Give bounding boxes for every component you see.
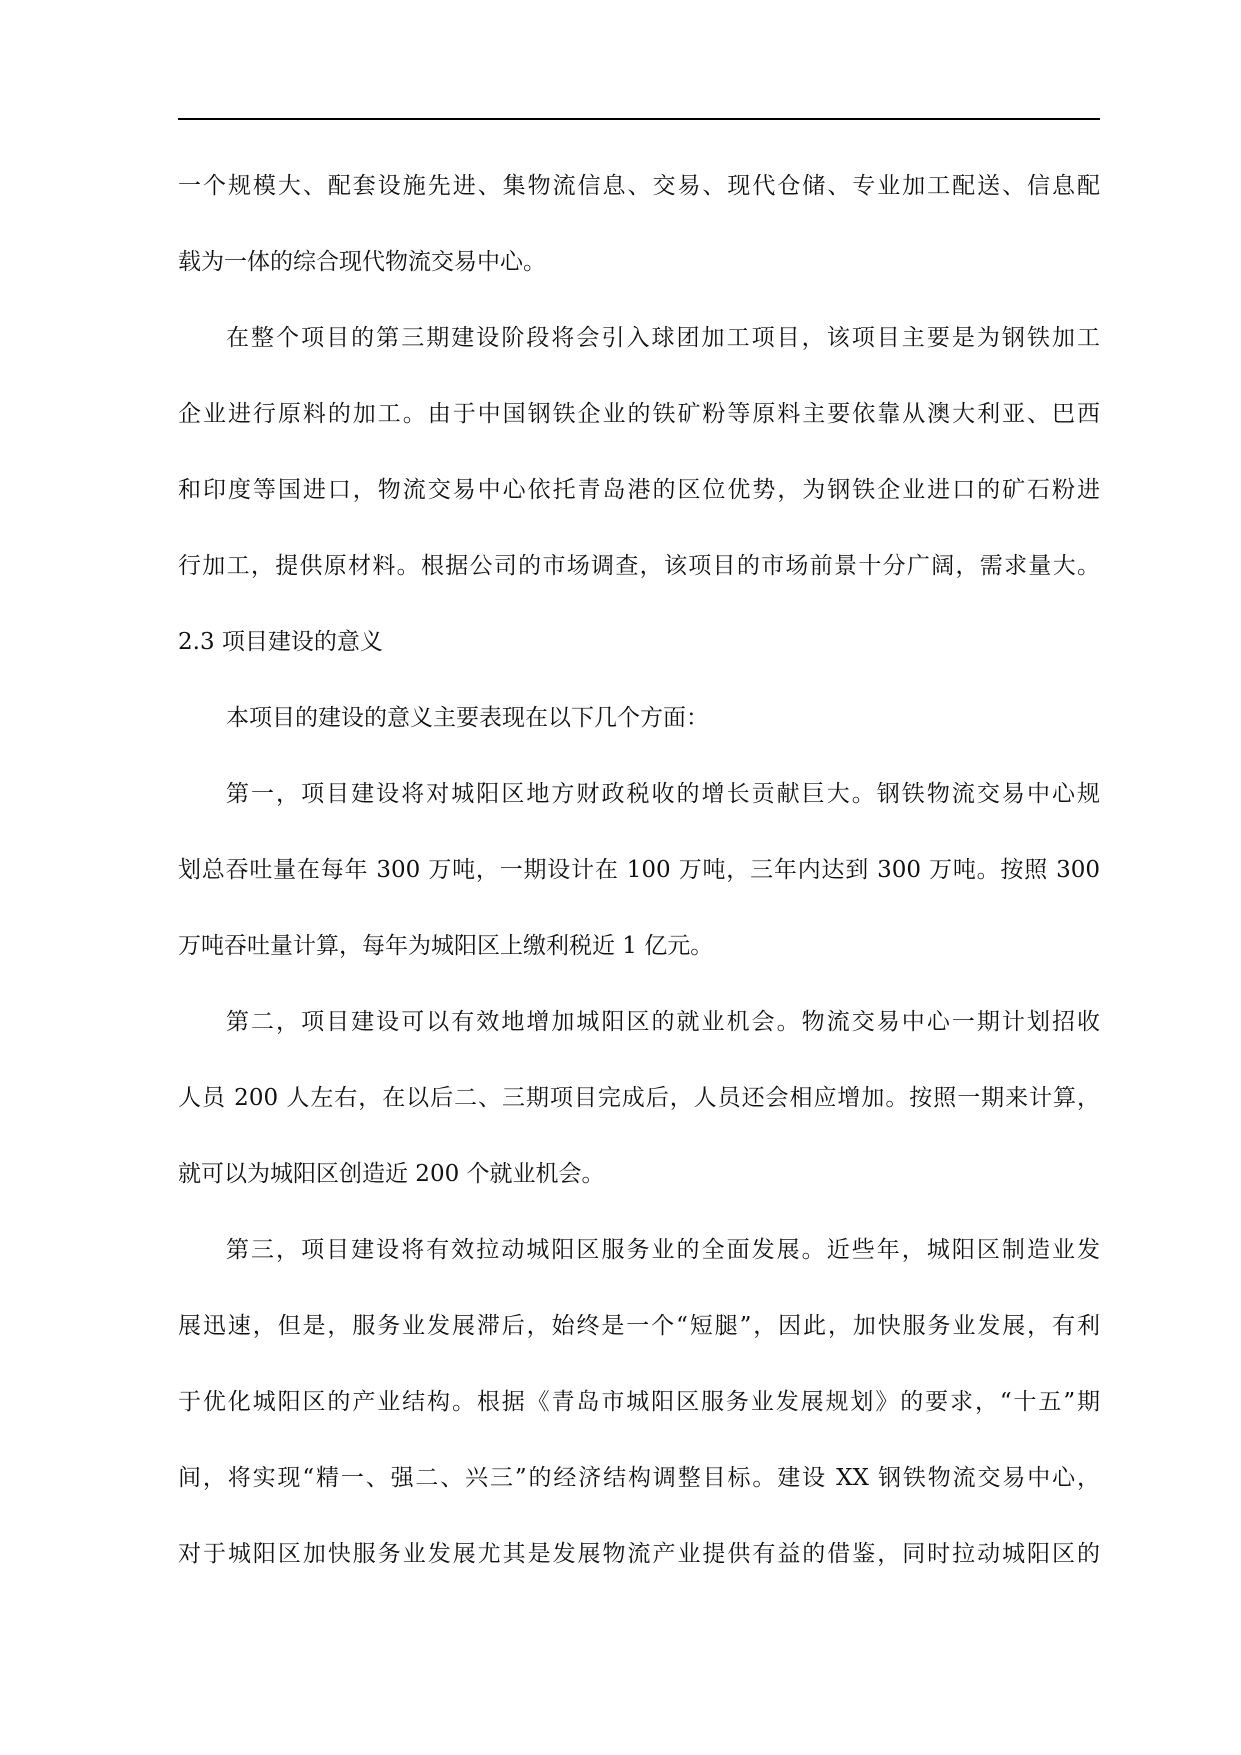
paragraph-line: 在整个项目的第三期建设阶段将会引入球团加工项目，该项目主要是为钢铁加工 xyxy=(226,325,1100,351)
paragraph-line: 万吨吞吐量计算，每年为城阳区上缴利税近 1 亿元。 xyxy=(178,933,714,959)
paragraph-line: 划总吞吐量在每年 300 万吨，一期设计在 100 万吨，三年内达到 300 万吨。按照 300 xyxy=(178,857,1100,883)
paragraph-line: 于优化城阳区的产业结构。根据《青岛市城阳区服务业发展规划》的要求，“十五”期 xyxy=(178,1389,1100,1415)
paragraph-line: 企业进行原料的加工。由于中国钢铁企业的铁矿粉等原料主要依靠从澳大利亚、巴西 xyxy=(178,401,1100,427)
paragraph-line: 第一，项目建设将对城阳区地方财政税收的增长贡献巨大。钢铁物流交易中心规 xyxy=(226,781,1100,807)
paragraph-line: 第三，项目建设将有效拉动城阳区服务业的全面发展。近些年，城阳区制造业发 xyxy=(226,1237,1100,1263)
paragraph-line: 载为一体的综合现代物流交易中心。 xyxy=(178,249,546,275)
paragraph-line: 第二，项目建设可以有效地增加城阳区的就业机会。物流交易中心一期计划招收 xyxy=(226,1009,1100,1035)
section-heading: 2.3 项目建设的意义 xyxy=(178,629,383,655)
paragraph-line: 人员 200 人左右，在以后二、三期项目完成后，人员还会相应增加。按照一期来计算， xyxy=(178,1085,1100,1111)
paragraph-line: 行加工，提供原材料。根据公司的市场调查，该项目的市场前景十分广阔，需求量大。 xyxy=(178,553,1100,579)
paragraph-line: 和印度等国进口，物流交易中心依托青岛港的区位优势，为钢铁企业进口的矿石粉进 xyxy=(178,477,1100,503)
paragraph-line: 展迅速，但是，服务业发展滞后，始终是一个“短腿”，因此，加快服务业发展，有利 xyxy=(178,1313,1100,1339)
paragraph-line: 对于城阳区加快服务业发展尤其是发展物流产业提供有益的借鉴，同时拉动城阳区的 xyxy=(178,1541,1100,1567)
paragraph-line: 本项目的建设的意义主要表现在以下几个方面： xyxy=(226,705,709,731)
paragraph-line: 就可以为城阳区创造近 200 个就业机会。 xyxy=(178,1161,605,1187)
paragraph-line: 间，将实现“精一、强二、兴三”的经济结构调整目标。建设 XX 钢铁物流交易中心， xyxy=(178,1465,1100,1491)
header-rule xyxy=(178,118,1100,120)
paragraph-line: 一个规模大、配套设施先进、集物流信息、交易、现代仓储、专业加工配送、信息配 xyxy=(178,173,1100,199)
